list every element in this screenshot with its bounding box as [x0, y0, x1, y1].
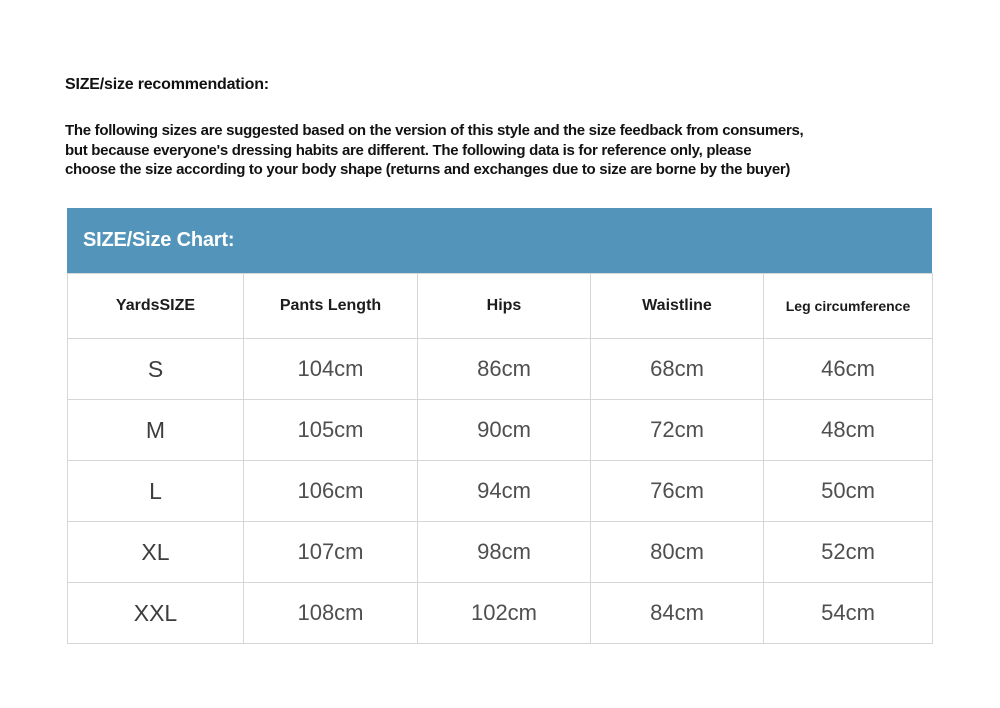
size-label: L	[68, 461, 244, 522]
table-row	[68, 339, 933, 400]
waistline-value: 72cm	[591, 400, 764, 461]
size-label: S	[68, 339, 244, 400]
waistline-value: 68cm	[591, 339, 764, 400]
hips-value: 98cm	[418, 522, 591, 583]
recommendation-heading: SIZE/size recommendation:	[65, 76, 269, 93]
pants-length-value: 104cm	[244, 339, 418, 400]
table-row	[68, 400, 933, 461]
column-header-leg-circumference: Leg circumference	[764, 274, 933, 339]
hips-value: 94cm	[418, 461, 591, 522]
column-header-pants-length: Pants Length	[244, 274, 418, 339]
hips-value: 90cm	[418, 400, 591, 461]
size-chart-header-bar	[67, 208, 932, 273]
recommendation-line-1: The following sizes are suggested based on the version of this style and the size feedback from consumers,	[65, 122, 804, 139]
leg-circumference-value: 48cm	[764, 400, 933, 461]
size-label: XL	[68, 522, 244, 583]
waistline-value: 76cm	[591, 461, 764, 522]
table-row	[68, 583, 933, 644]
column-header-hips: Hips	[418, 274, 591, 339]
column-header-size: YardsSIZE	[68, 274, 244, 339]
leg-circumference-value: 54cm	[764, 583, 933, 644]
recommendation-line-3: choose the size according to your body shape (returns and exchanges due to size are borne by the buyer)	[65, 161, 791, 178]
waistline-value: 84cm	[591, 583, 764, 644]
leg-circumference-value: 50cm	[764, 461, 933, 522]
recommendation-text	[65, 121, 803, 180]
pants-length-value: 106cm	[244, 461, 418, 522]
pants-length-value: 107cm	[244, 522, 418, 583]
size-chart-title: SIZE/Size Chart:	[83, 229, 235, 251]
table-header-row	[68, 274, 933, 339]
table-row	[68, 522, 933, 583]
hips-value: 102cm	[418, 583, 591, 644]
table-row	[68, 461, 933, 522]
size-label: XXL	[68, 583, 244, 644]
leg-circumference-value: 46cm	[764, 339, 933, 400]
pants-length-value: 105cm	[244, 400, 418, 461]
leg-circumference-value: 52cm	[764, 522, 933, 583]
recommendation-line-2: but because everyone's dressing habits are different. The following data is for reference only, please	[65, 141, 752, 159]
column-header-waistline: Waistline	[591, 274, 764, 339]
hips-value: 86cm	[418, 339, 591, 400]
size-label: M	[68, 400, 244, 461]
size-chart-table	[67, 273, 933, 644]
pants-length-value: 108cm	[244, 583, 418, 644]
waistline-value: 80cm	[591, 522, 764, 583]
